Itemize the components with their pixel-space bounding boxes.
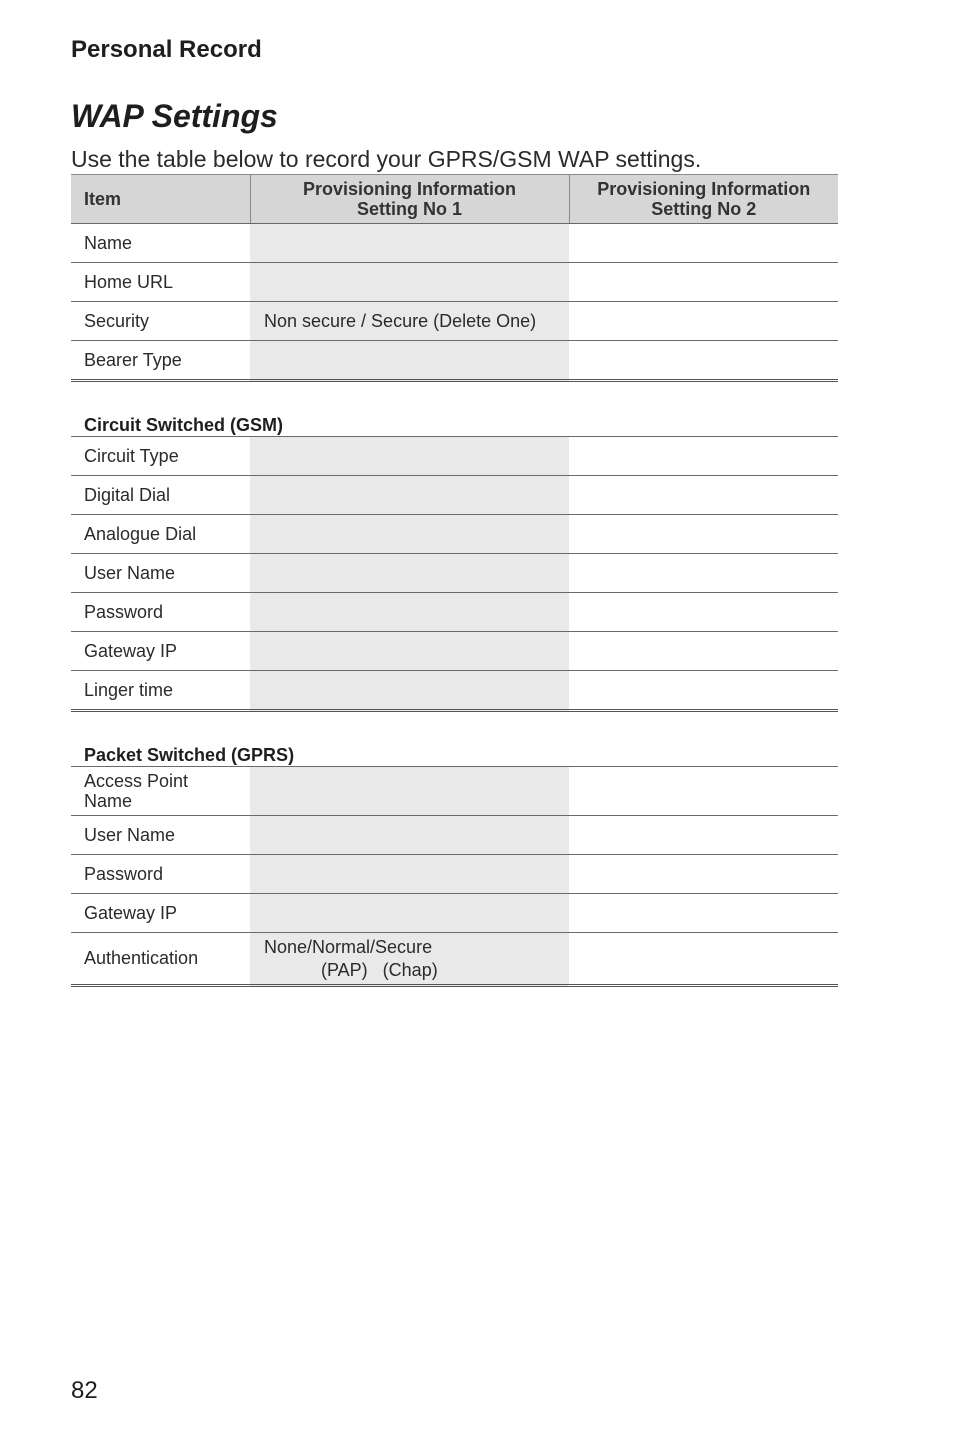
row-item-user-name: User Name — [71, 816, 250, 855]
setting-1-cell[interactable] — [250, 933, 569, 986]
section-label: Personal Record — [71, 36, 262, 63]
setting-1-cell[interactable] — [250, 341, 569, 381]
table-row — [71, 671, 838, 711]
setting-2-cell[interactable] — [569, 593, 838, 632]
intro-text: Use the table below to record your GPRS/GSM WAP settings. — [71, 146, 702, 172]
setting-1-cell[interactable] — [250, 437, 569, 476]
row-item-analogue-dial: Analogue Dial — [71, 515, 250, 554]
table-row — [71, 437, 838, 476]
row-item-access-point-name — [71, 767, 250, 816]
row-item-authentication: Authentication — [71, 933, 250, 986]
table-row — [71, 476, 838, 515]
row-item-user-name: User Name — [71, 554, 250, 593]
setting-1-cell[interactable] — [250, 554, 569, 593]
table-row — [71, 816, 838, 855]
group-title-circuit-switched: Circuit Switched (GSM) — [71, 414, 838, 437]
table-row — [71, 855, 838, 894]
setting-1-cell[interactable] — [250, 476, 569, 515]
setting-2-cell[interactable] — [569, 302, 838, 341]
page-title: WAP Settings — [71, 98, 278, 134]
group-header-row — [71, 414, 838, 437]
circuit-switched-table — [71, 414, 838, 712]
column-header-setting-1-line-2: Setting No 1 — [356, 199, 462, 219]
column-header-setting-1 — [250, 175, 569, 224]
setting-1-cell[interactable] — [250, 816, 569, 855]
row-item-name: Name — [71, 224, 250, 263]
table-row — [71, 224, 838, 263]
setting-2-cell[interactable] — [569, 476, 838, 515]
setting-2-cell[interactable] — [569, 632, 838, 671]
general-settings-table — [71, 174, 838, 382]
setting-2-cell[interactable] — [569, 515, 838, 554]
table-row — [71, 302, 838, 341]
setting-2-cell[interactable] — [569, 341, 838, 381]
row-item-circuit-type: Circuit Type — [71, 437, 250, 476]
table-row — [71, 767, 838, 816]
table-row — [71, 554, 838, 593]
setting-1-cell[interactable] — [250, 671, 569, 711]
setting-1-cell[interactable] — [250, 855, 569, 894]
row-item-password: Password — [71, 593, 250, 632]
setting-1-cell[interactable] — [250, 593, 569, 632]
page-number: 82 — [71, 1377, 98, 1404]
row-item-home-url: Home URL — [71, 263, 250, 302]
setting-1-cell[interactable] — [250, 632, 569, 671]
row-item-password: Password — [71, 855, 250, 894]
table-row — [71, 515, 838, 554]
row-item-digital-dial: Digital Dial — [71, 476, 250, 515]
table-row — [71, 263, 838, 302]
table-row — [71, 933, 838, 986]
column-header-setting-2-line-1: Provisioning Information — [597, 179, 811, 199]
setting-1-cell[interactable] — [250, 263, 569, 302]
group-title-packet-switched: Packet Switched (GPRS) — [71, 744, 838, 767]
setting-2-cell[interactable] — [569, 224, 838, 263]
setting-1-cell[interactable] — [250, 767, 569, 816]
setting-2-cell[interactable] — [569, 263, 838, 302]
row-item-access-point-name-line-1: Access Point — [84, 771, 189, 791]
column-header-setting-1-line-1: Provisioning Information — [302, 179, 516, 199]
setting-1-cell[interactable]: Non secure / Secure (Delete One) — [250, 302, 569, 341]
setting-1-cell[interactable] — [250, 515, 569, 554]
setting-2-cell[interactable] — [569, 894, 838, 933]
authentication-options-line-1: None/Normal/Secure — [264, 936, 433, 957]
setting-2-cell[interactable] — [569, 554, 838, 593]
packet-switched-table — [71, 744, 838, 987]
table-row — [71, 894, 838, 933]
setting-1-cell[interactable] — [250, 894, 569, 933]
column-header-item: Item — [71, 175, 250, 224]
row-item-gateway-ip: Gateway IP — [71, 894, 250, 933]
setting-2-cell[interactable] — [569, 437, 838, 476]
setting-2-cell[interactable] — [569, 816, 838, 855]
row-item-security: Security — [71, 302, 250, 341]
table-header-row — [71, 175, 838, 224]
column-header-setting-2 — [569, 175, 838, 224]
group-header-row — [71, 744, 838, 767]
table-row — [71, 341, 838, 381]
setting-2-cell[interactable] — [569, 767, 838, 816]
row-item-bearer-type: Bearer Type — [71, 341, 250, 381]
setting-2-cell[interactable] — [569, 933, 838, 986]
setting-1-cell[interactable] — [250, 224, 569, 263]
setting-2-cell[interactable] — [569, 855, 838, 894]
row-item-gateway-ip: Gateway IP — [71, 632, 250, 671]
column-header-setting-2-line-2: Setting No 2 — [651, 199, 757, 219]
table-row — [71, 632, 838, 671]
row-item-linger-time: Linger time — [71, 671, 250, 711]
row-item-access-point-name-line-2: Name — [84, 791, 133, 811]
setting-2-cell[interactable] — [569, 671, 838, 711]
authentication-options-line-2: (PAP) (Chap) — [321, 959, 438, 980]
table-row — [71, 593, 838, 632]
